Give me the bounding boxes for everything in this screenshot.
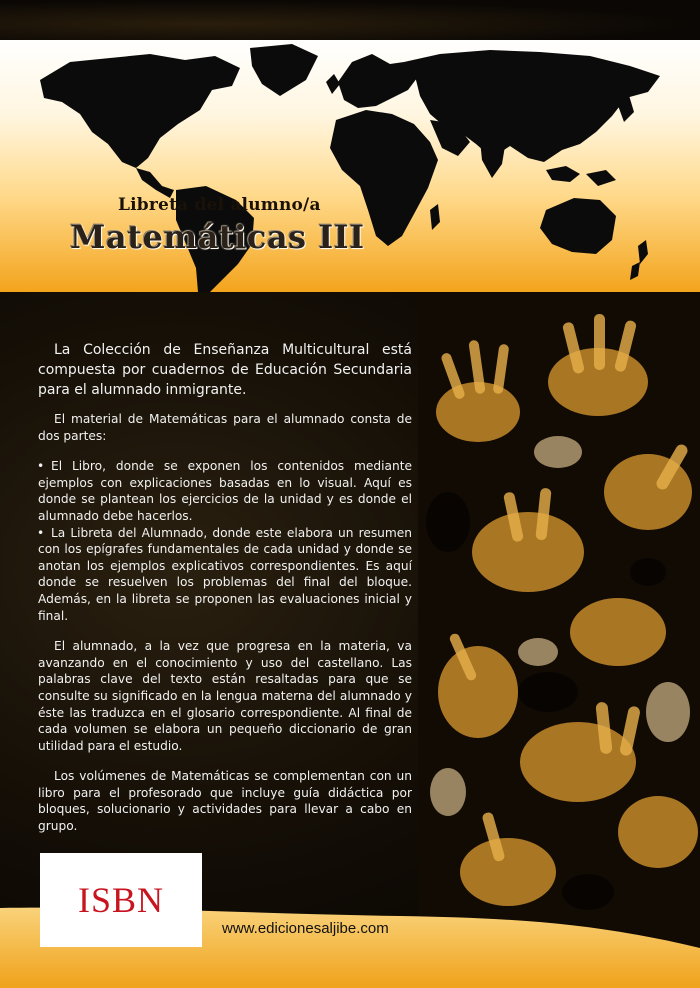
header-band	[0, 40, 700, 292]
intro-paragraph: La Colección de Enseñanza Multicultural está compuesta por cuadernos de Educación Secundaria para el alumnado inmigrante.	[38, 342, 412, 398]
top-strip	[0, 0, 700, 40]
description-text	[38, 340, 412, 849]
paragraph-language: El alumnado, a la vez que progresa en la materia, va avanzando en el conocimiento y uso del castellano. Las palabras clave del texto están resaltadas para que se consulte su significado en la lengua materna del alumnado y éste las traduzca en el glosario correspondiente. Al final de cada volumen se elabora un pequeño diccionario de gran utilidad para el estudio.	[38, 639, 412, 753]
paragraph-parts: El material de Matemáticas para el alumnado consta de dos partes:	[38, 412, 412, 443]
isbn-label: ISBN	[77, 880, 165, 920]
list-item: • La Libreta del Alumnado, donde este elabora un resumen con los epígrafes fundamentales de cada unidad y donde se anotan los ejemplos explicativos correspondientes. Es aquí donde se resuelven los problemas del final del bloque. Además, en la libreta se proponen las evaluaciones inicial y final.	[37, 525, 412, 623]
list-item: • El Libro, donde se exponen los contenidos mediante ejemplos con explicaciones basadas en lo visual. Aquí es donde se plantean los ejercicios de la unidad y es donde el alumnado debe hacerlos.	[37, 459, 412, 523]
handprints-panel	[418, 292, 700, 950]
page-title: Matemáticas III	[70, 218, 365, 256]
website-link[interactable]: www.edicionesaljibe.com	[222, 920, 389, 937]
isbn-box	[40, 853, 202, 947]
paragraph-volumes: Los volúmenes de Matemáticas se complementan con un libro para el profesorado que incluye guía didáctica por bloques, solucionario y actividades para llevar a cabo en grupo.	[38, 769, 412, 834]
bullet-icon: •	[37, 459, 45, 474]
subtitle: Libreta del alumno/a	[118, 195, 321, 215]
bullet-icon: •	[37, 525, 45, 540]
handprints-icon	[418, 292, 700, 950]
parts-list	[38, 458, 412, 624]
